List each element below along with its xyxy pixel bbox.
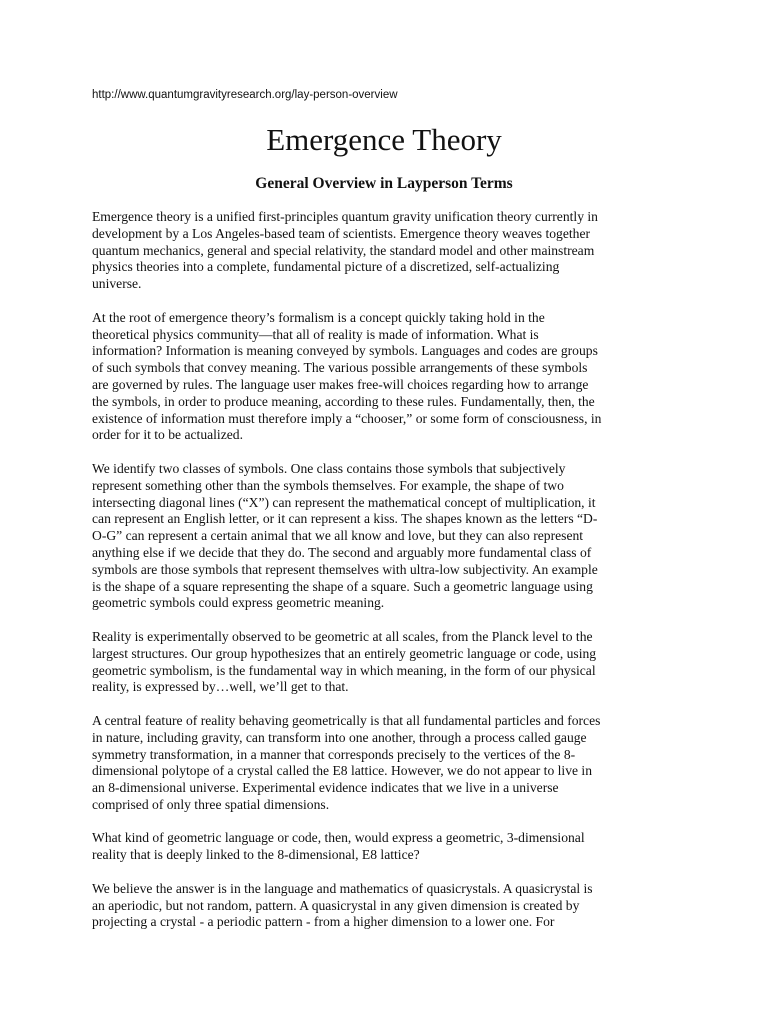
paragraph-line: an 8-dimensional universe. Experimental evidence indicates that we live in a universe: [92, 780, 559, 796]
paragraph: [92, 713, 682, 814]
paragraph-line: What kind of geometric language or code, then, would express a geometric, 3-dimensional: [92, 830, 585, 846]
paragraph-line: Reality is experimentally observed to be geometric at all scales, from the Planck level to the: [92, 628, 593, 644]
paragraph: [92, 830, 682, 864]
page-subtitle: General Overview in Layperson Terms: [255, 175, 513, 192]
body-text: [92, 209, 682, 948]
paragraph-line: represent something other than the symbols themselves. For example, the shape of two: [92, 477, 564, 493]
paragraph-line: A central feature of reality behaving geometrically is that all fundamental particles and forces: [92, 712, 601, 728]
paragraph-line: information? Information is meaning conveyed by symbols. Languages and codes are groups: [92, 343, 598, 359]
paragraph: [92, 881, 682, 931]
paragraph-line: projecting a crystal - a periodic pattern - from a higher dimension to a lower one. For: [92, 914, 555, 930]
page-title: Emergence Theory: [266, 122, 502, 157]
paragraph-line: physics theories into a complete, fundamental picture of a discretized, self-actualizing: [92, 259, 560, 275]
paragraph-line: universe.: [92, 276, 142, 292]
paragraph-line: existence of information must therefore imply a “chooser,” or some form of consciousness, in: [92, 410, 602, 426]
paragraph-line: largest structures. Our group hypothesizes that an entirely geometric language or code, using: [92, 645, 597, 661]
paragraph-line: order for it to be actualized.: [92, 427, 243, 443]
paragraph-line: intersecting diagonal lines (“X”) can represent the mathematical concept of multiplication, it: [92, 494, 596, 510]
paragraph: [92, 209, 682, 293]
paragraph-line: We believe the answer is in the language and mathematics of quasicrystals. A quasicrystal is: [92, 880, 593, 896]
paragraph-line: development by a Los Angeles-based team of scientists. Emergence theory weaves together: [92, 225, 591, 241]
paragraph-line: of such symbols that convey meaning. The various possible arrangements of these symbols: [92, 360, 588, 376]
paragraph-line: are governed by rules. The language user makes free-will choices regarding how to arrange: [92, 376, 589, 392]
paragraph-line: the symbols, in order to produce meaning, according to these rules. Fundamentally, then, the: [92, 393, 595, 409]
paragraph-line: Emergence theory is a unified first-principles quantum gravity unification theory currently in: [92, 209, 598, 224]
paragraph-line: dimensional polytope of a crystal called the E8 lattice. However, we do not appear to live in: [92, 763, 592, 779]
paragraph-line: is the shape of a square representing the shape of a square. Such a geometric language using: [92, 578, 593, 594]
paragraph-line: At the root of emergence theory’s formalism is a concept quickly taking hold in the: [92, 309, 545, 325]
paragraph-line: anything else if we decide that they do. The second and arguably more fundamental class of: [92, 544, 592, 560]
paragraph-line: in nature, including gravity, can transform into one another, through a process called gauge: [92, 729, 587, 745]
source-url: http://www.quantumgravityresearch.org/lay-person-overview: [92, 89, 398, 101]
paragraph-line: symbols are those symbols that represent themselves with ultra-low subjectivity. An example: [92, 561, 598, 577]
paragraph-line: reality, is expressed by…well, we’ll get to that.: [92, 679, 349, 695]
paragraph-line: We identify two classes of symbols. One class contains those symbols that subjectively: [92, 460, 566, 476]
paragraph: [92, 629, 682, 696]
paragraph-line: geometric symbols could express geometric meaning.: [92, 595, 385, 611]
paragraph-line: an aperiodic, but not random, pattern. A quasicrystal in any given dimension is created by: [92, 897, 580, 913]
paragraph-line: reality that is deeply linked to the 8-dimensional, E8 lattice?: [92, 847, 420, 863]
paragraph-line: comprised of only three spatial dimensions.: [92, 796, 330, 812]
paragraph-line: theoretical physics community—that all of reality is made of information. What is: [92, 326, 539, 342]
paragraph: [92, 310, 682, 444]
paragraph-line: O-G” can represent a certain animal that we all know and love, but they can also represent: [92, 528, 584, 544]
paragraph-line: geometric symbolism, is the fundamental way in which meaning, in the form of our physical: [92, 662, 596, 678]
paragraph-line: symmetry transformation, in a manner that corresponds precisely to the vertices of the 8-: [92, 746, 576, 762]
paragraph-line: can represent an English letter, or it can represent a kiss. The shapes known as the letters “D-: [92, 511, 598, 527]
paragraph-line: quantum mechanics, general and special relativity, the standard model and other mainstream: [92, 242, 595, 258]
paragraph: [92, 461, 682, 612]
